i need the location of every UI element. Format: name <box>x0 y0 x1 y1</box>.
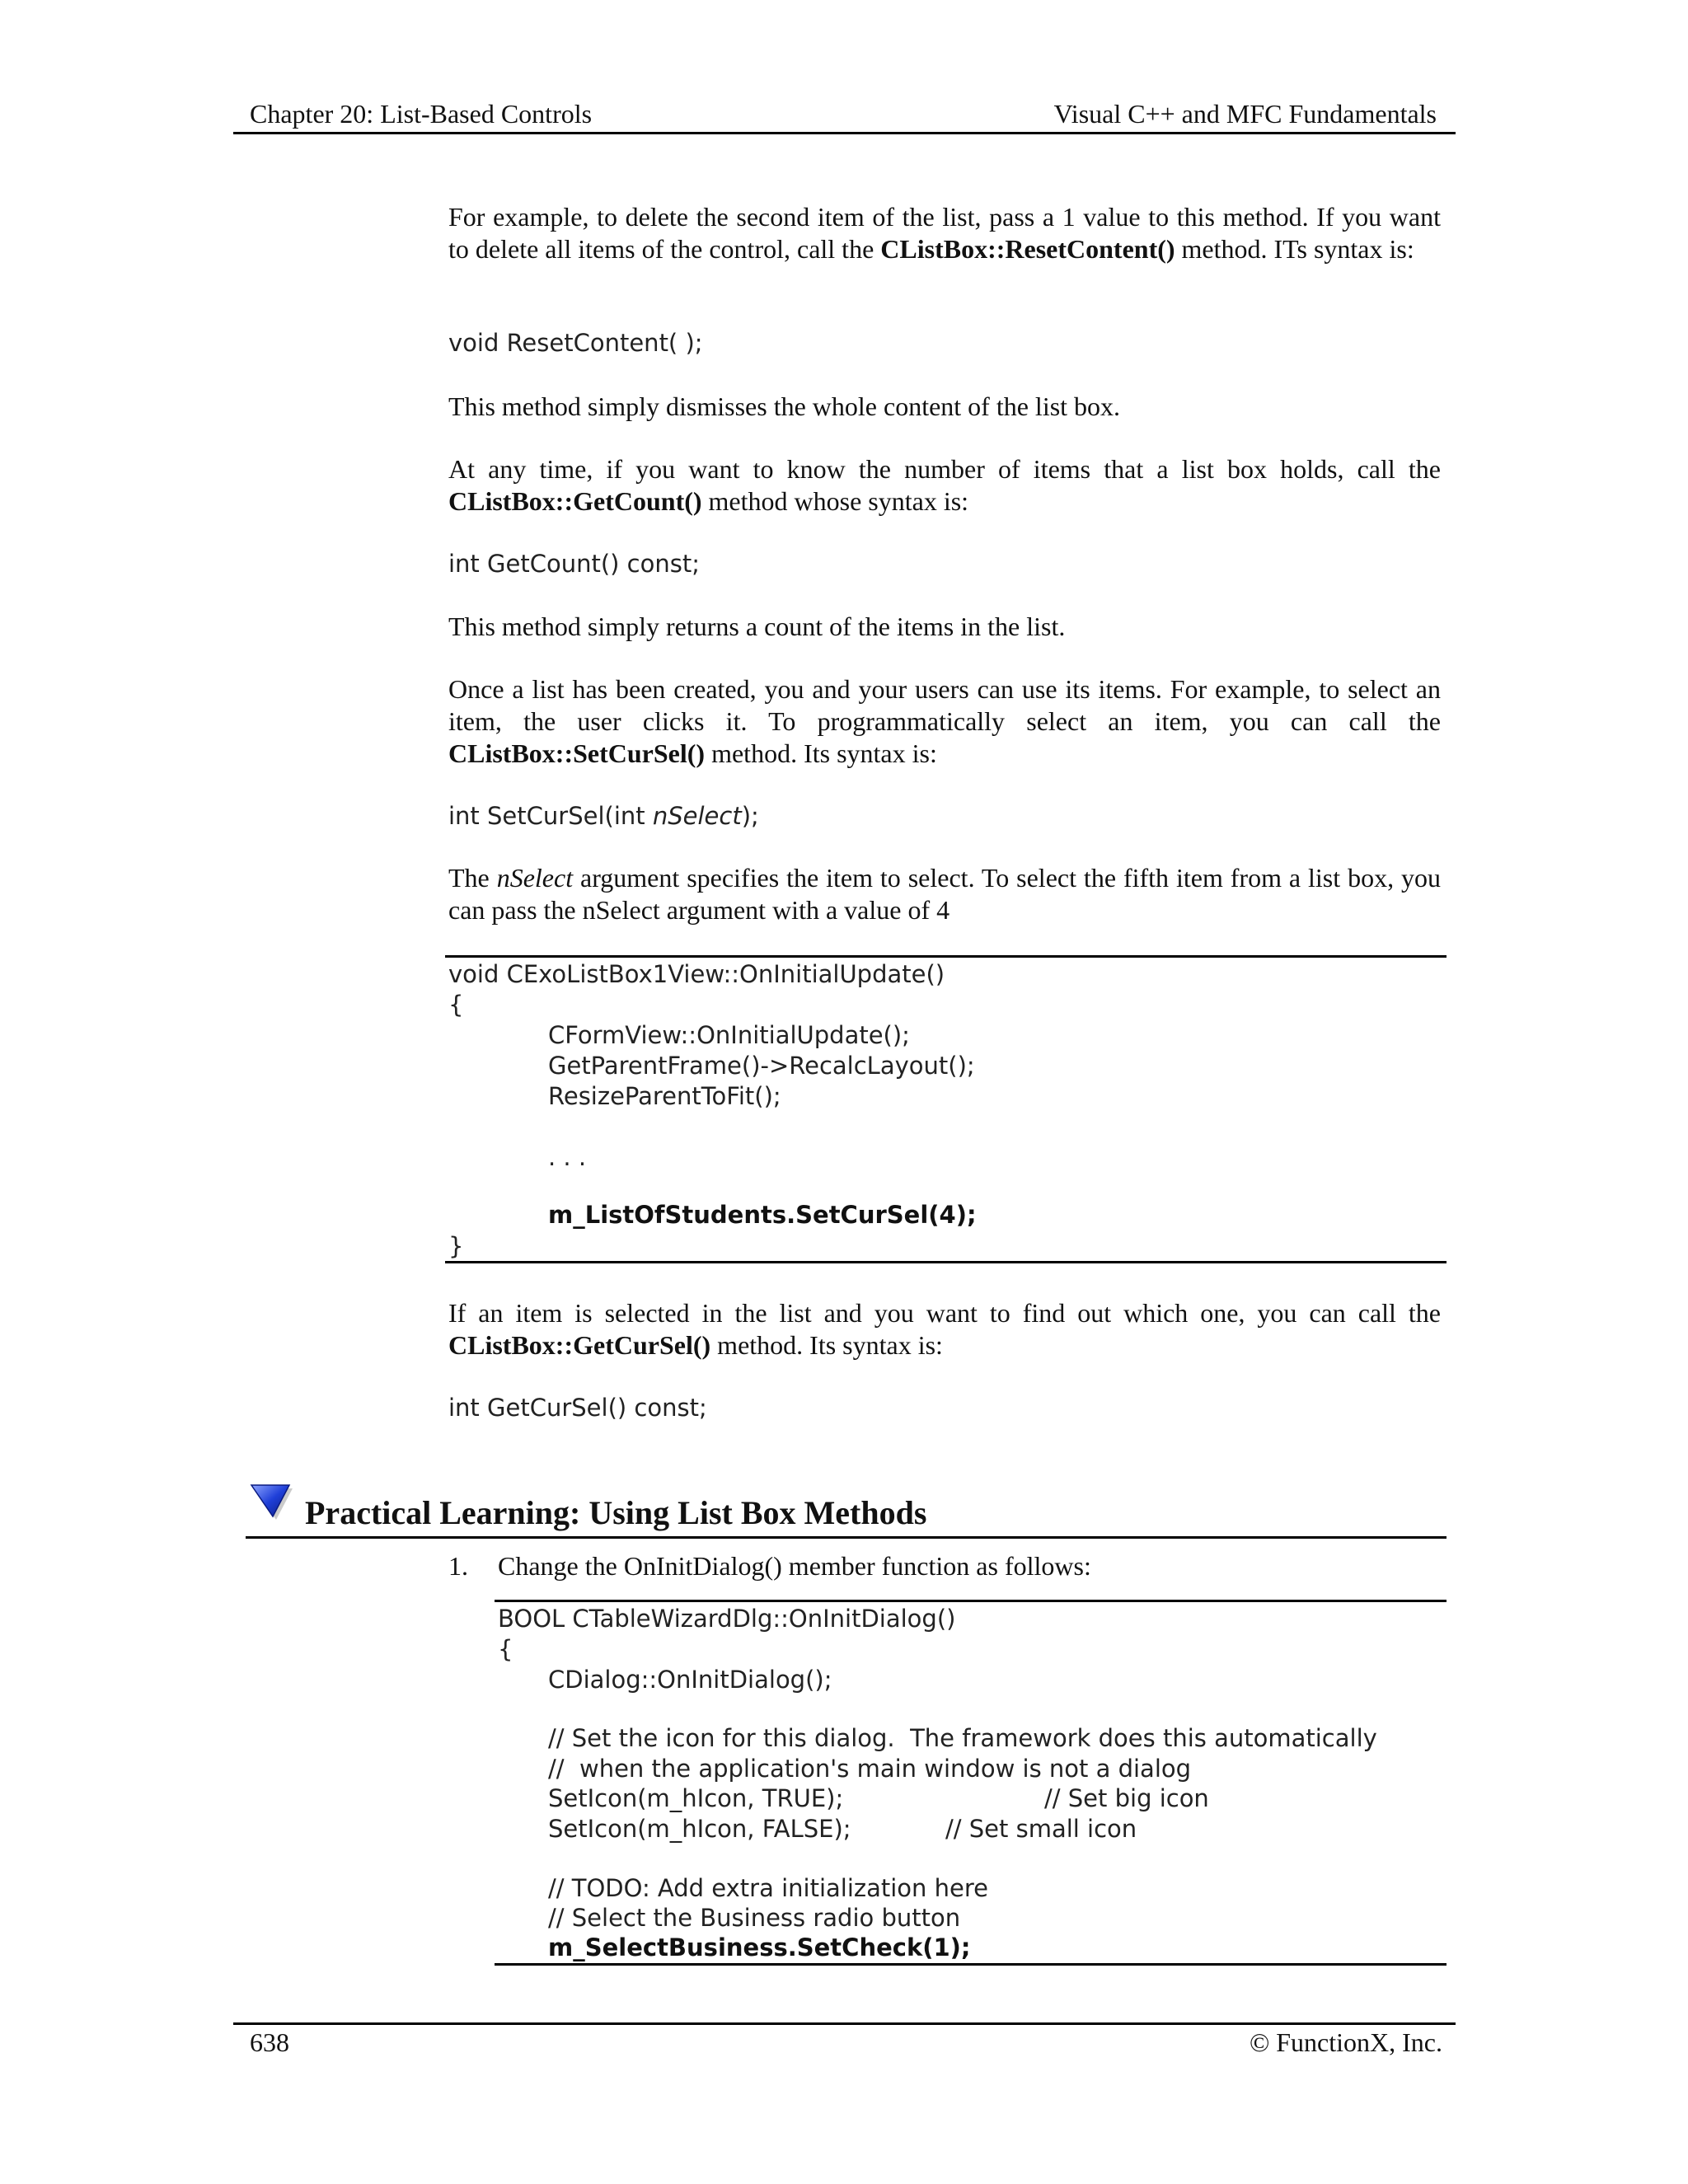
code-line: CFormView::OnInitialUpdate(); <box>548 1021 910 1049</box>
paragraph-text: method. Its syntax is: <box>710 1330 943 1360</box>
code-comment: // Set small icon <box>945 1815 1137 1843</box>
code-line: CDialog::OnInitDialog(); <box>548 1666 832 1694</box>
code-line: GetParentFrame()->RecalcLayout(); <box>548 1052 975 1080</box>
header-book-title: Visual C++ and MFC Fundamentals <box>1053 99 1437 129</box>
step-number: 1. <box>448 1551 468 1581</box>
blue-triangle-icon <box>250 1482 294 1521</box>
code-comment: // when the application's main window is not a dialog <box>548 1755 1192 1783</box>
paragraph-text: argument specifies the item to select. To select the fifth item from a list box, you can pass the nSelect argument with a value of 4 <box>448 863 1442 925</box>
paragraph-text: If an item is selected in the list and you want to find out which one, you can call the <box>448 1298 1441 1328</box>
code-line: . . . <box>548 1143 587 1171</box>
code-line: { <box>448 991 464 1019</box>
paragraph-get-count <box>448 453 1441 518</box>
code-line-highlight: m_ListOfStudents.SetCurSel(4); <box>548 1201 977 1229</box>
code-line-highlight: m_SelectBusiness.SetCheck(1); <box>548 1933 971 1961</box>
header-rule <box>233 132 1456 134</box>
code-param: nSelect <box>652 802 742 830</box>
paragraph-reset-content <box>448 201 1441 265</box>
paragraph-get-cur-sel <box>448 1297 1441 1361</box>
code-block-top-rule <box>495 1600 1447 1602</box>
method-name: CListBox::GetCount() <box>448 486 702 516</box>
code-block-bottom-rule <box>495 1963 1447 1966</box>
paragraph-text: method whose syntax is: <box>701 486 969 516</box>
code-block-top-rule <box>445 955 1447 958</box>
code-set-cur-sel <box>448 801 759 832</box>
param-name: nSelect <box>496 863 574 893</box>
code-text: ); <box>741 802 759 830</box>
code-line: void CExoListBox1View::OnInitialUpdate() <box>448 960 945 988</box>
code-line: ResizeParentToFit(); <box>548 1082 781 1110</box>
header-chapter-title: Chapter 20: List-Based Controls <box>250 99 593 129</box>
method-name: CListBox::GetCurSel() <box>448 1330 711 1360</box>
footer-copyright: © FunctionX, Inc. <box>1249 2027 1442 2057</box>
step-text: Change the OnInitDialog() member function as follows: <box>498 1551 1091 1581</box>
page-number: 638 <box>250 2027 289 2057</box>
paragraph-text: method. ITs syntax is: <box>1175 234 1414 264</box>
method-name: CListBox::SetCurSel() <box>448 738 706 768</box>
practical-learning-title: Practical Learning: Using List Box Methods <box>305 1494 927 1531</box>
practical-title-rule <box>246 1536 1447 1539</box>
code-line: } <box>448 1232 464 1260</box>
paragraph-text: Once a list has been created, you and your users can use its items. For example, to select an item, the user clicks it. To programmatically select an item, you can call the <box>448 674 1441 736</box>
paragraph-nselect <box>448 862 1441 926</box>
code-line: { <box>498 1635 513 1663</box>
paragraph-returns-count: This method simply returns a count of the items in the list. <box>448 612 1066 641</box>
code-comment: // Set the icon for this dialog. The framework does this automatically <box>548 1724 1377 1752</box>
code-comment: // Select the Business radio button <box>548 1904 961 1932</box>
paragraph-text: The <box>448 863 497 893</box>
code-comment: // Set big icon <box>1044 1784 1209 1812</box>
footer-rule <box>233 2022 1456 2025</box>
method-name: CListBox::ResetContent() <box>880 234 1175 264</box>
code-line: SetIcon(m_hIcon, TRUE); <box>548 1784 844 1812</box>
code-block-bottom-rule <box>445 1261 1447 1263</box>
code-line: SetIcon(m_hIcon, FALSE); <box>548 1815 851 1843</box>
paragraph-text: For example, to delete the second item of the list, pass a 1 value to this method. If you want to delete all items of the control, call the <box>448 202 1441 264</box>
code-get-count: int GetCount() const; <box>448 550 700 578</box>
code-comment: // TODO: Add extra initialization here <box>548 1874 988 1902</box>
code-get-cur-sel: int GetCurSel() const; <box>448 1394 707 1422</box>
code-reset-content: void ResetContent( ); <box>448 329 703 357</box>
paragraph-text: At any time, if you want to know the number of items that a list box holds, call the <box>448 454 1441 484</box>
paragraph-text: method. Its syntax is: <box>705 738 937 768</box>
code-text: int SetCurSel(int <box>448 802 653 830</box>
code-line: BOOL CTableWizardDlg::OnInitDialog() <box>498 1605 956 1633</box>
paragraph-set-cur-sel <box>448 673 1441 770</box>
paragraph-dismisses: This method simply dismisses the whole content of the list box. <box>448 391 1121 421</box>
